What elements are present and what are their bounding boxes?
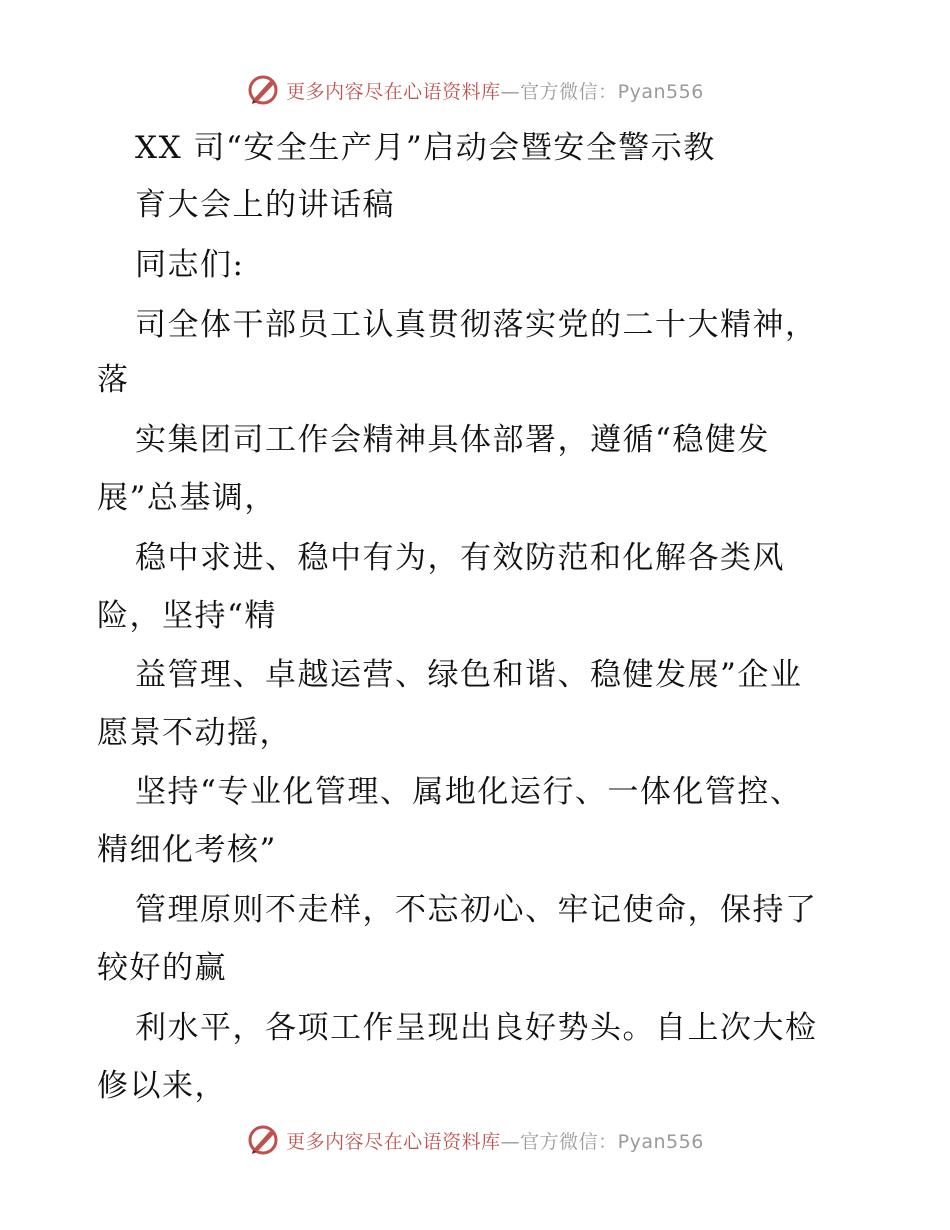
pen-logo-icon <box>246 1123 280 1157</box>
pen-logo-icon <box>246 73 280 107</box>
watermark-header <box>0 70 950 110</box>
paragraph-line: 实集团司工作会精神具体部署，遵循“稳健发 <box>135 422 770 458</box>
watermark-sub-text: —官方微信：Pyan556 <box>500 80 704 103</box>
salutation: 同志们: <box>135 247 245 283</box>
paragraph-line: 司全体干部员工认真贯彻落实党的二十大精神， <box>135 307 818 343</box>
paragraph-line: 愿景不动摇， <box>97 715 292 751</box>
watermark-text <box>286 77 704 104</box>
watermark-sub-text: —官方微信：Pyan556 <box>500 1130 704 1153</box>
paragraph-line: 利水平，各项工作呈现出良好势头。自上次大检 <box>135 1010 818 1046</box>
paragraph-line: 益管理、卓越运营、绿色和谐、稳健发展”企业 <box>135 657 803 693</box>
paragraph-line: 展”总基调， <box>97 480 277 516</box>
watermark-main-text: 更多内容尽在心语资料库 <box>286 80 501 103</box>
watermark-main-text: 更多内容尽在心语资料库 <box>286 1130 501 1153</box>
title-line-1: XX 司“安全生产月”启动会暨安全警示教 <box>135 130 716 166</box>
paragraph-line: 坚持“专业化管理、属地化运行、一体化管控、 <box>135 774 803 810</box>
paragraph-line: 险，坚持“精 <box>97 598 277 634</box>
paragraph-line: 较好的赢 <box>97 950 227 986</box>
paragraph-line: 修以来， <box>97 1068 227 1104</box>
paragraph-line: 管理原则不走样，不忘初心、牢记使命，保持了 <box>135 892 818 928</box>
paragraph-line: 落 <box>97 362 130 398</box>
paragraph-line: 稳中求进、稳中有为，有效防范和化解各类风 <box>135 540 785 576</box>
watermark-footer <box>0 1120 950 1160</box>
watermark-text <box>286 1127 704 1154</box>
paragraph-line: 精细化考核” <box>97 832 277 868</box>
title-line-2: 育大会上的讲话稿 <box>135 187 395 223</box>
